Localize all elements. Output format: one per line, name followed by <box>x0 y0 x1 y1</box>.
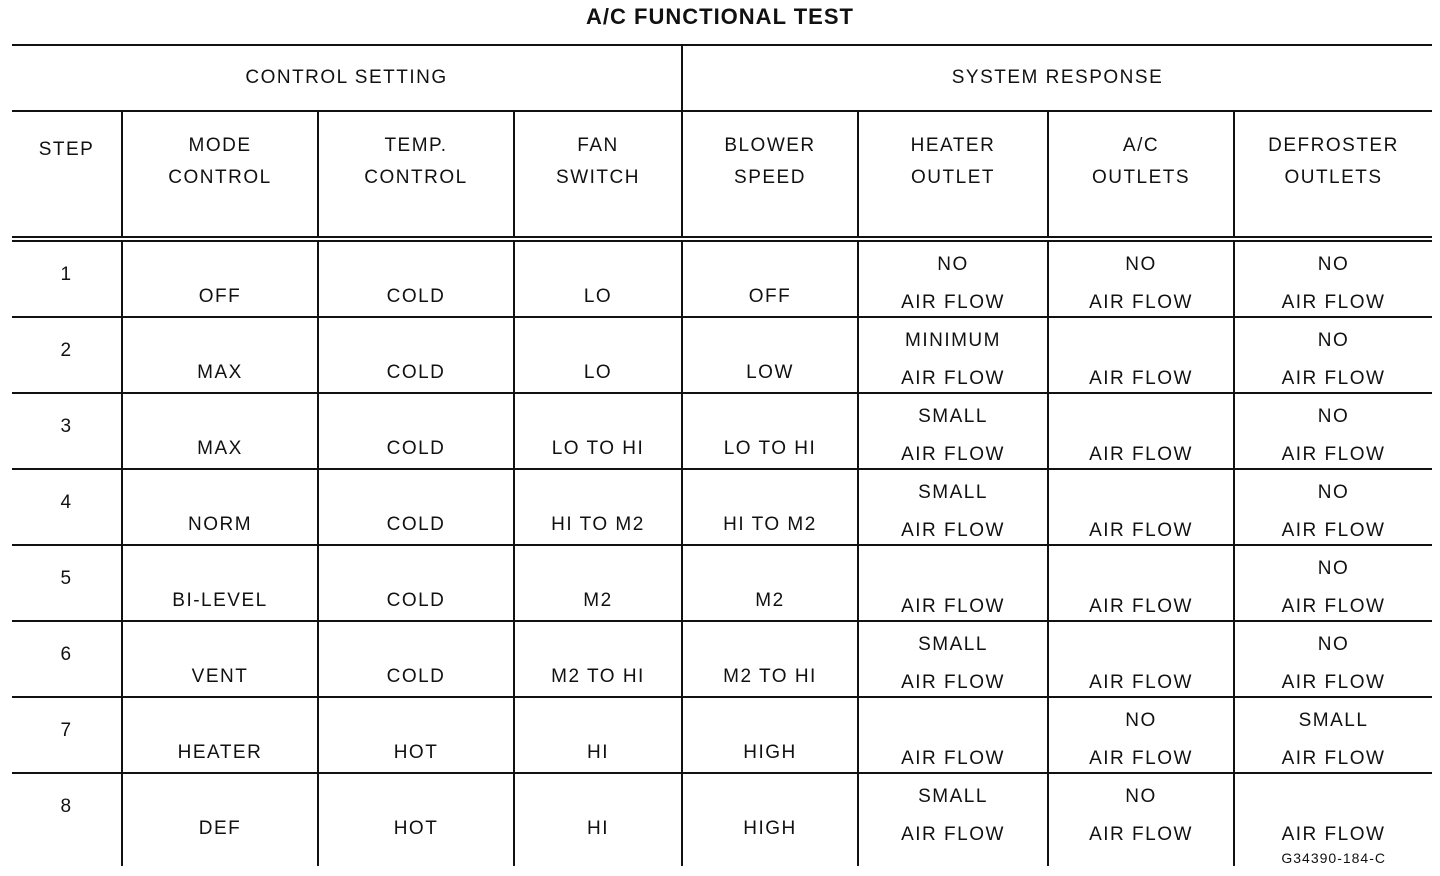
col-header-mode-control: MODE CONTROL <box>122 111 318 239</box>
group-control-setting: CONTROL SETTING <box>12 45 682 111</box>
ac-line-1 <box>1049 322 1233 360</box>
heater-line-1 <box>859 550 1047 588</box>
blower-value: M2 <box>755 590 785 611</box>
defroster-line-1: NO <box>1317 558 1350 579</box>
col-header-ac-outlets: A/C OUTLETS <box>1048 111 1234 239</box>
cell-ac <box>1048 545 1234 621</box>
cell-blower <box>682 545 858 621</box>
heater-line-1: SMALL <box>918 634 988 655</box>
table-row <box>12 317 1432 393</box>
heater-line-1 <box>859 702 1047 740</box>
blower-value: LO TO HI <box>723 438 817 459</box>
mode-value: DEF <box>198 818 242 839</box>
defroster-line-1: NO <box>1317 482 1350 503</box>
cell-heater <box>858 317 1048 393</box>
blower-value: M2 TO HI <box>723 666 817 687</box>
step-value: 1 <box>60 264 73 285</box>
heater-line-1: MINIMUM <box>905 330 1001 351</box>
cell-fan <box>514 393 682 469</box>
heater-line-2: AIR FLOW <box>901 672 1005 693</box>
mode-value: MAX <box>197 362 243 383</box>
step-value: 7 <box>60 720 73 741</box>
ac-line-2: AIR FLOW <box>1089 596 1193 617</box>
cell-step <box>12 239 122 317</box>
cell-mode <box>122 317 318 393</box>
table-row <box>12 393 1432 469</box>
temp-value: COLD <box>386 666 446 687</box>
fan-value: LO <box>583 286 613 307</box>
cell-heater <box>858 545 1048 621</box>
table-row <box>12 621 1432 697</box>
cell-step <box>12 621 122 697</box>
defroster-line-2: AIR FLOW <box>1281 520 1386 541</box>
cell-step <box>12 469 122 545</box>
heater-line-2: AIR FLOW <box>901 596 1005 617</box>
cell-ac <box>1048 469 1234 545</box>
temp-value: COLD <box>386 514 446 535</box>
ac-line-1: NO <box>1125 786 1157 807</box>
blower-value: LOW <box>746 362 794 383</box>
fan-value: HI TO M2 <box>551 514 645 535</box>
page-title: A/C FUNCTIONAL TEST <box>586 4 854 29</box>
cell-fan <box>514 697 682 773</box>
col-header-defroster-outlets: DEFROSTER OUTLETS <box>1234 111 1432 239</box>
step-value: 8 <box>60 796 73 817</box>
fan-value: M2 <box>583 590 613 611</box>
cell-heater <box>858 621 1048 697</box>
cell-defroster <box>1234 469 1432 545</box>
cell-blower <box>682 393 858 469</box>
table-row <box>12 697 1432 773</box>
cell-mode <box>122 239 318 317</box>
table-row <box>12 239 1432 317</box>
table-row <box>12 773 1432 866</box>
temp-value: COLD <box>386 438 446 459</box>
cell-mode <box>122 469 318 545</box>
cell-step <box>12 393 122 469</box>
fan-value: HI <box>587 818 609 839</box>
fan-value: LO <box>583 362 613 383</box>
defroster-line-1: SMALL <box>1298 710 1369 731</box>
heater-line-1: SMALL <box>918 406 988 427</box>
cell-temp <box>318 697 514 773</box>
table-row <box>12 469 1432 545</box>
ac-line-1: NO <box>1125 710 1157 731</box>
heater-line-2: AIR FLOW <box>901 824 1005 845</box>
cell-temp <box>318 545 514 621</box>
group-system-response: SYSTEM RESPONSE <box>682 45 1432 111</box>
cell-ac <box>1048 239 1234 317</box>
cell-blower <box>682 697 858 773</box>
step-value: 2 <box>60 340 73 361</box>
heater-line-2: AIR FLOW <box>901 292 1005 313</box>
heater-line-2: AIR FLOW <box>901 520 1005 541</box>
blower-value: HI TO M2 <box>723 514 817 535</box>
defroster-line-2: AIR FLOW <box>1281 748 1386 769</box>
cell-step <box>12 545 122 621</box>
cell-step <box>12 317 122 393</box>
cell-mode <box>122 393 318 469</box>
cell-defroster <box>1234 621 1432 697</box>
figure-code: G34390-184-C <box>1281 850 1386 866</box>
cell-fan <box>514 621 682 697</box>
defroster-line-1: NO <box>1317 254 1350 275</box>
cell-blower <box>682 239 858 317</box>
fan-value: LO TO HI <box>551 438 645 459</box>
mode-value: BI-LEVEL <box>172 590 268 611</box>
col-header-temp-control: TEMP. CONTROL <box>318 111 514 239</box>
ac-line-2: AIR FLOW <box>1089 520 1193 541</box>
cell-fan <box>514 545 682 621</box>
cell-heater <box>858 239 1048 317</box>
ac-functional-test-table <box>12 44 1432 866</box>
cell-defroster <box>1234 697 1432 773</box>
cell-step <box>12 773 122 866</box>
col-header-blower-speed: BLOWER SPEED <box>682 111 858 239</box>
defroster-line-2: AIR FLOW <box>1281 672 1386 693</box>
heater-line-2: AIR FLOW <box>901 368 1005 389</box>
defroster-line-1 <box>1235 778 1432 816</box>
cell-ac <box>1048 317 1234 393</box>
cell-temp <box>318 621 514 697</box>
col-header-step: STEP <box>12 111 122 239</box>
cell-heater <box>858 469 1048 545</box>
temp-value: HOT <box>393 742 439 763</box>
fan-value: M2 TO HI <box>551 666 645 687</box>
cell-mode <box>122 545 318 621</box>
ac-line-2: AIR FLOW <box>1089 748 1193 769</box>
cell-defroster <box>1234 393 1432 469</box>
ac-line-2: AIR FLOW <box>1089 824 1193 845</box>
heater-line-2: AIR FLOW <box>901 444 1005 465</box>
cell-fan <box>514 239 682 317</box>
cell-fan <box>514 773 682 866</box>
ac-line-1 <box>1049 550 1233 588</box>
cell-step <box>12 697 122 773</box>
step-value: 5 <box>60 568 73 589</box>
cell-blower <box>682 773 858 866</box>
heater-line-2: AIR FLOW <box>901 748 1005 769</box>
cell-fan <box>514 469 682 545</box>
defroster-line-2: AIR FLOW <box>1281 368 1386 389</box>
defroster-line-2: AIR FLOW <box>1281 596 1386 617</box>
cell-ac <box>1048 621 1234 697</box>
step-value: 4 <box>60 492 73 513</box>
cell-temp <box>318 393 514 469</box>
temp-value: HOT <box>393 818 439 839</box>
cell-mode <box>122 697 318 773</box>
step-value: 6 <box>60 644 73 665</box>
table-row <box>12 545 1432 621</box>
heater-line-1: SMALL <box>918 482 988 503</box>
ac-line-1 <box>1049 626 1233 664</box>
cell-heater <box>858 393 1048 469</box>
cell-mode <box>122 773 318 866</box>
ac-line-1 <box>1049 398 1233 436</box>
heater-line-1: SMALL <box>918 786 988 807</box>
cell-heater <box>858 773 1048 866</box>
cell-fan <box>514 317 682 393</box>
cell-defroster <box>1234 239 1432 317</box>
ac-line-2: AIR FLOW <box>1089 368 1193 389</box>
blower-value: HIGH <box>743 818 797 839</box>
mode-value: OFF <box>198 286 242 307</box>
cell-blower <box>682 469 858 545</box>
cell-temp <box>318 317 514 393</box>
temp-value: COLD <box>386 590 446 611</box>
heater-line-1: NO <box>937 254 969 275</box>
mode-value: VENT <box>191 666 249 687</box>
temp-value: COLD <box>386 362 446 383</box>
cell-defroster <box>1234 317 1432 393</box>
cell-defroster <box>1234 545 1432 621</box>
cell-ac <box>1048 697 1234 773</box>
ac-line-2: AIR FLOW <box>1089 672 1193 693</box>
cell-temp <box>318 773 514 866</box>
temp-value: COLD <box>386 286 446 307</box>
col-header-heater-outlet: HEATER OUTLET <box>858 111 1048 239</box>
cell-temp <box>318 239 514 317</box>
cell-blower <box>682 621 858 697</box>
cell-ac <box>1048 773 1234 866</box>
mode-value: NORM <box>187 514 253 535</box>
ac-line-2: AIR FLOW <box>1089 444 1193 465</box>
step-value: 3 <box>60 416 73 437</box>
ac-line-1: NO <box>1125 254 1157 275</box>
blower-value: HIGH <box>743 742 797 763</box>
cell-blower <box>682 317 858 393</box>
defroster-line-2: AIR FLOW <box>1281 292 1386 313</box>
mode-value: HEATER <box>177 742 263 763</box>
defroster-line-1: NO <box>1317 634 1350 655</box>
blower-value: OFF <box>748 286 792 307</box>
cell-heater <box>858 697 1048 773</box>
defroster-line-1: NO <box>1317 406 1350 427</box>
ac-line-1 <box>1049 474 1233 512</box>
ac-line-2: AIR FLOW <box>1089 292 1193 313</box>
cell-mode <box>122 621 318 697</box>
defroster-line-1: NO <box>1317 330 1350 351</box>
cell-temp <box>318 469 514 545</box>
col-header-fan-switch: FAN SWITCH <box>514 111 682 239</box>
defroster-line-2: AIR FLOW <box>1281 824 1386 845</box>
cell-ac <box>1048 393 1234 469</box>
fan-value: HI <box>587 742 609 763</box>
defroster-line-2: AIR FLOW <box>1281 444 1386 465</box>
mode-value: MAX <box>197 438 243 459</box>
